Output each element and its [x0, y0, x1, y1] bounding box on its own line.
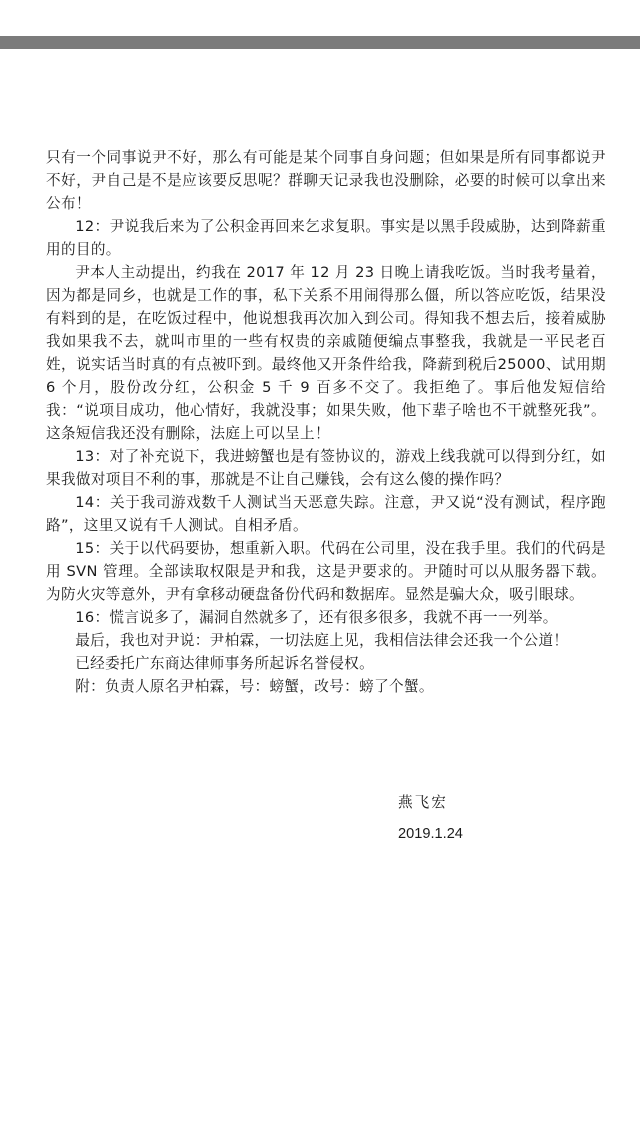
paragraph-12: 12：尹说我后来为了公积金再回来乞求复职。事实是以黑手段威胁，达到降薪重用的目的。 [46, 218, 606, 258]
paragraph-dinner: 尹本人主动提出，约我在 2017 年 12 月 23 日晚上请我吃饭。当时我考量着，因为都是同乡，也就是工作的事，私下关系不用闹得那么僵，所以答应吃饭，结果没有料到的是，在吃饭过程中，他说想我再次加入到公司。得知我不想去后，接着威胁我如果我不去，就叫市里的一些有权贵的亲戚随便编点事整我，我就是一平民老百姓，说实话当时真的有点被吓到。最终他又开条件给我，降薪到税后25000、试用期 6 个月，股份改分红，公积金 5 千 9 百多不交了。我拒绝了。事后他发短信给我：“说项目成功，他心情好，我就没事；如果失败，他下辈子啥也不干就整死我”。这条短信我还没有删除，法庭上可以呈上！ [46, 264, 606, 442]
paragraph-lawsuit: 已经委托广东商达律师事务所起诉名誉侵权。 [75, 655, 375, 672]
paragraph-16: 16：慌言说多了，漏洞自然就多了，还有很多很多，我就不再一一列举。 [75, 609, 558, 626]
paragraph-14: 14：关于我司游戏数千人测试当天恶意失踪。注意，尹又说“没有测试，程序跑路”，这里又说有千人测试。自相矛盾。 [46, 494, 606, 534]
paragraph-intro: 只有一个同事说尹不好，那么有可能是某个同事自身问题；但如果是所有同事都说尹不好，尹自己是不是应该要反思呢？群聊天记录我也没删除，必要的时候可以拿出来公布！ [46, 149, 606, 212]
signature-name: 燕飞宏 [398, 794, 448, 811]
paragraph-note: 附：负责人原名尹柏霖，号：螃蟹，改号：螃了个蟹。 [75, 678, 434, 695]
document-body [46, 146, 606, 698]
signature-block [398, 792, 558, 845]
signature-date: 2019.1.24 [398, 826, 463, 842]
paragraph-final: 最后，我也对尹说：尹柏霖，一切法庭上见，我相信法律会还我一个公道！ [75, 632, 569, 649]
paragraph-15: 15：关于以代码要协，想重新入职。代码在公司里，没在我手里。我们的代码是用 SVN 管理。全部读取权限是尹和我，这是尹要求的。尹随时可以从服务器下载。为防火灾等意外，尹有拿移动硬盘备份代码和数据库。显然是骗大众，吸引眼球。 [46, 540, 606, 603]
paragraph-13: 13：对了补充说下，我进螃蟹也是有签协议的，游戏上线我就可以得到分红，如果我做对项目不利的事，那就是不让自己赚钱，会有这么傻的操作吗？ [46, 448, 606, 488]
top-bar [0, 36, 640, 49]
